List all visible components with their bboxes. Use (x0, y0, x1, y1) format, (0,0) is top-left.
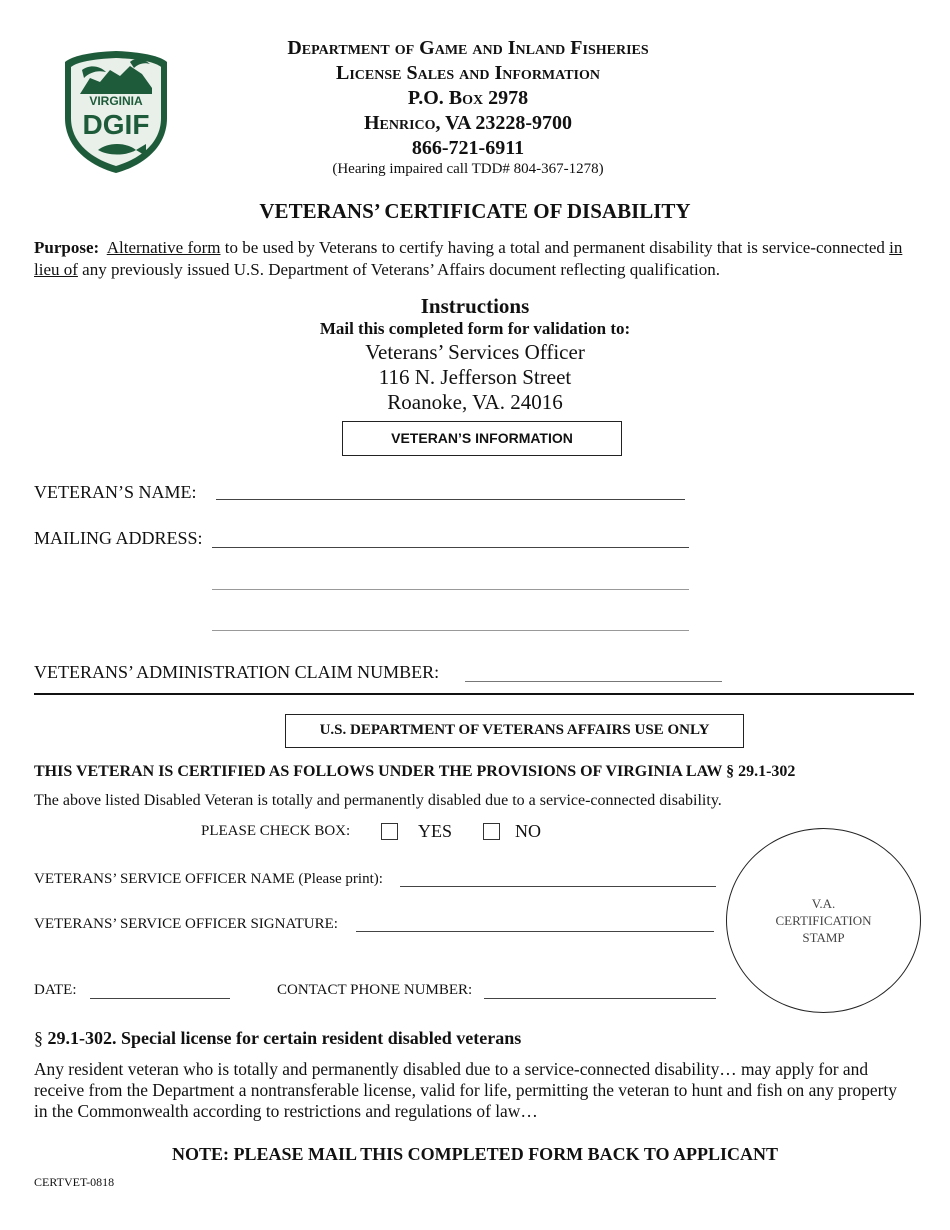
law-text: Any resident veteran who is totally and permanently disabled due to a service-connected disability… may apply for and receive from the Department a nontransferable license, valid for life, permitting the veteran to hunt and fish on any property in the Commonwealth according to restrictions and regulations of law… (34, 1059, 897, 1121)
law-heading-text: 29.1-302. Special license for certain resident disabled veterans (47, 1028, 522, 1048)
purpose-text-1: to be used by Veterans to certify having a total and permanent disability that is service-connected (220, 238, 890, 257)
mailing-address-field-3[interactable] (212, 630, 689, 631)
form-title: VETERANS’ CERTIFICATE OF DISABILITY (259, 199, 691, 223)
claim-number-label: VETERANS’ ADMINISTRATION CLAIM NUMBER: (34, 662, 440, 682)
contact-phone-label: CONTACT PHONE NUMBER: (277, 982, 473, 998)
header-license-sales: License Sales and Information (335, 62, 600, 84)
logo-text-virginia: VIRGINIA (89, 94, 143, 108)
header-phone: 866-721-6911 (411, 137, 525, 159)
contact-phone-field[interactable] (484, 998, 716, 999)
header-po-box: P.O. Box 2978 (407, 87, 529, 109)
officer-name-label: VETERANS’ SERVICE OFFICER NAME (Please print): (34, 871, 383, 887)
instructions-address-1: Veterans’ Services Officer (365, 340, 585, 364)
law-heading (34, 1028, 521, 1049)
purpose-paragraph (34, 237, 904, 281)
mailing-address-field-2[interactable] (212, 589, 689, 590)
yes-checkbox[interactable] (381, 823, 398, 840)
stamp-line-2: CERTIFICATION (775, 913, 872, 928)
certification-text: The above listed Disabled Veteran is totally and permanently disabled due to a service-connected disability. (34, 792, 722, 809)
no-label: NO (515, 821, 541, 841)
stamp-line-3: STAMP (802, 930, 845, 945)
no-checkbox[interactable] (483, 823, 500, 840)
veteran-name-label: VETERAN’S NAME: (34, 482, 197, 502)
header-department: Department of Game and Inland Fisheries (287, 37, 649, 59)
instructions-address-2: 116 N. Jefferson Street (378, 365, 572, 389)
officer-signature-label: VETERANS’ SERVICE OFFICER SIGNATURE: (34, 916, 338, 932)
header-city: Henrico, VA 23228-9700 (363, 112, 573, 134)
officer-signature-field[interactable] (356, 931, 714, 932)
purpose-label: Purpose: (34, 238, 100, 257)
veteran-name-field[interactable] (216, 499, 685, 500)
mailing-address-field-1[interactable] (212, 547, 689, 548)
stamp-line-1: V.A. (811, 896, 836, 911)
form-code: CERTVET-0818 (34, 1175, 115, 1189)
instructions-address-3: Roanoke, VA. 24016 (387, 390, 563, 414)
va-use-only-heading: U.S. DEPARTMENT OF VETERANS AFFAIRS USE ONLY (285, 714, 744, 748)
mailing-address-label: MAILING ADDRESS: (34, 528, 203, 548)
date-label: DATE: (34, 982, 77, 998)
section-divider (34, 693, 914, 695)
law-section-mark: § (34, 1028, 48, 1048)
purpose-in-lieu: in lieu of (34, 238, 903, 279)
dgif-logo (60, 48, 172, 176)
claim-number-field[interactable] (465, 681, 722, 682)
officer-name-field[interactable] (400, 886, 716, 887)
instructions-mail-line: Mail this completed form for validation to: (319, 319, 631, 338)
certification-stamp-circle (726, 828, 921, 1013)
purpose-alt-form: Alternative form (106, 238, 221, 257)
date-field[interactable] (90, 998, 230, 999)
instructions-heading: Instructions (420, 294, 530, 318)
veteran-info-heading: VETERAN’S INFORMATION (342, 421, 622, 456)
yes-label: YES (418, 821, 453, 841)
mail-back-note: NOTE: PLEASE MAIL THIS COMPLETED FORM BACK TO APPLICANT (171, 1144, 779, 1164)
certification-heading: THIS VETERAN IS CERTIFIED AS FOLLOWS UNDER THE PROVISIONS OF VIRGINIA LAW § 29.1-302 (34, 763, 796, 780)
check-box-label: PLEASE CHECK BOX: (201, 823, 351, 839)
logo-text-dgif: DGIF (82, 109, 150, 140)
purpose-text-2: any previously issued U.S. Department of Veterans’ Affairs document reflecting qualification. (77, 260, 720, 279)
header-tdd: (Hearing impaired call TDD# 804-367-1278) (332, 161, 604, 177)
